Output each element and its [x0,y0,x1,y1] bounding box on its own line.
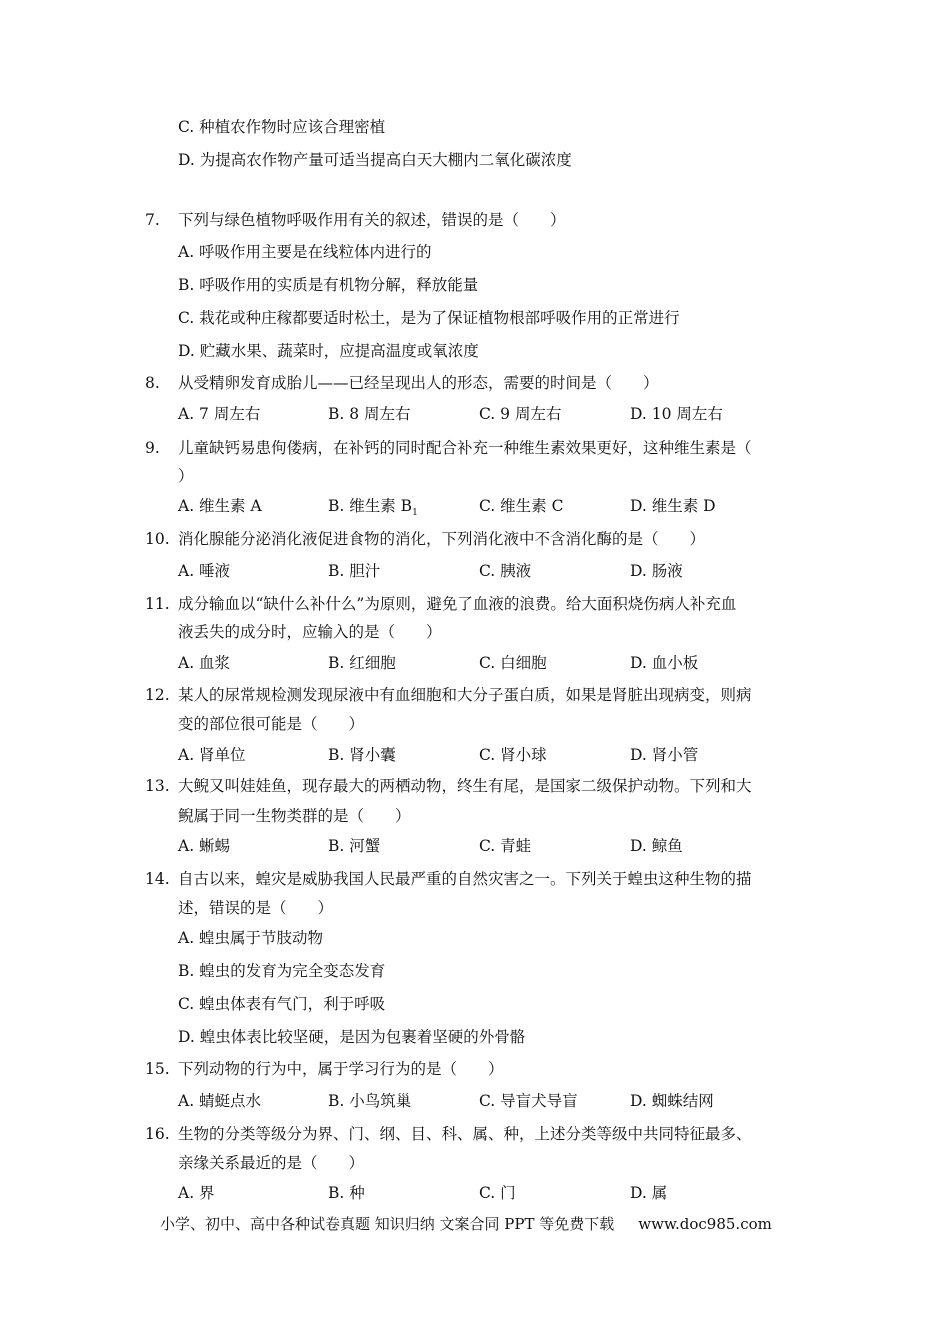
q15-option-d: D. 蜘蛛结网 [630,1092,714,1110]
footer-url[interactable]: www.doc985.com [638,1215,772,1233]
q14-option-a: A. 蝗虫属于节肢动物 [178,929,324,947]
q9-text-line1: 儿童缺钙易患佝偻病，在补钙的同时配合补充一种维生素效果更好，这种维生素是（ [178,439,752,457]
q12-number: 12. [145,686,170,704]
q8-option-c: C. 9 周左右 [479,405,562,423]
q7-option-d: D. 贮藏水果、蔬菜时，应提高温度或氧浓度 [178,342,479,360]
q12-option-d: D. 肾小管 [630,746,699,764]
q8-option-a: A. 7 周左右 [178,405,261,423]
q11-option-b: B. 红细胞 [328,654,396,672]
q11-text-line1: 成分输血以“缺什么补什么”为原则，避免了血液的浪费。给大面积烧伤病人补充血 [178,595,737,613]
q9-option-d: D. 维生素 D [630,497,716,515]
q15-text: 下列动物的行为中，属于学习行为的是（ ） [178,1060,504,1078]
q9-option-b [328,495,418,524]
q14-text-line1: 自古以来，蝗灾是威胁我国人民最严重的自然灾害之一。下列关于蝗虫这种生物的描 [178,870,752,888]
q13-option-a: A. 蜥蜴 [178,837,231,855]
q12-option-a: A. 肾单位 [178,746,246,764]
page-footer [160,1213,772,1235]
q10-option-d: D. 肠液 [630,562,683,580]
q16-option-d: D. 属 [630,1184,668,1202]
q16-option-c: C. 门 [479,1184,516,1202]
q8-option-b: B. 8 周左右 [328,405,411,423]
q10-option-a: A. 唾液 [178,562,231,580]
q16-number: 16. [145,1125,170,1143]
q14-option-c: C. 蝗虫体表有气门，利于呼吸 [178,995,386,1013]
q12-option-c: C. 肾小球 [479,746,547,764]
q7-option-a: A. 呼吸作用主要是在线粒体内进行的 [178,243,432,261]
q6-option-c: C. 种植农作物时应该合理密植 [178,118,386,136]
q9-option-c: C. 维生素 C [479,497,564,515]
q11-option-c: C. 白细胞 [479,654,547,672]
q13-option-c: C. 青蛙 [479,837,532,855]
q9-number: 9. [145,439,160,457]
q14-option-b: B. 蝗虫的发育为完全变态发育 [178,962,386,980]
q10-option-b: B. 胆汁 [328,562,381,580]
footer-text: 小学、初中、高中各种试卷真题 知识归纳 文案合同 PPT 等免费下载 [160,1215,615,1233]
q14-option-d: D. 蝗虫体表比较坚硬，是因为包裹着坚硬的外骨骼 [178,1028,526,1046]
q9-option-b-subscript: 1 [412,508,418,519]
q13-option-b: B. 河蟹 [328,837,381,855]
q9-option-b-label: B. 维生素 B [328,497,413,515]
q11-number: 11. [145,595,170,613]
q13-text-line2: 鲵属于同一生物类群的是（ ） [178,807,411,825]
q10-number: 10. [145,530,170,548]
q13-text-line1: 大鲵又叫娃娃鱼，现存最大的两栖动物，终生有尾，是国家二级保护动物。下列和大 [178,777,752,795]
q15-number: 15. [145,1060,170,1078]
q13-number: 13. [145,777,170,795]
q12-option-b: B. 肾小囊 [328,746,396,764]
q16-text-line2: 亲缘关系最近的是（ ） [178,1154,365,1172]
q16-option-a: A. 界 [178,1184,215,1202]
q13-option-d: D. 鲸鱼 [630,837,683,855]
q11-option-d: D. 血小板 [630,654,699,672]
q12-text-line2: 变的部位很可能是（ ） [178,715,365,733]
q12-text-line1: 某人的尿常规检测发现尿液中有血细胞和大分子蛋白质，如果是肾脏出现病变，则病 [178,686,752,704]
q9-option-a: A. 维生素 A [178,497,262,515]
q15-option-c: C. 导盲犬导盲 [479,1092,578,1110]
q8-text: 从受精卵发育成胎儿——已经呈现出人的形态，需要的时间是（ ） [178,374,659,392]
q15-option-b: B. 小鸟筑巢 [328,1092,412,1110]
q7-option-b: B. 呼吸作用的实质是有机物分解，释放能量 [178,276,479,294]
q8-option-d: D. 10 周左右 [630,405,723,423]
q7-number: 7. [145,211,160,229]
q11-option-a: A. 血浆 [178,654,231,672]
q10-text: 消化腺能分泌消化液促进食物的消化，下列消化液中不含消化酶的是（ ） [178,530,706,548]
q9-text-line2: ） [178,467,194,485]
q16-text-line1: 生物的分类等级分为界、门、纲、目、科、属、种，上述分类等级中共同特征最多、 [178,1125,752,1143]
q10-option-c: C. 胰液 [479,562,532,580]
q15-option-a: A. 蜻蜓点水 [178,1092,262,1110]
q7-option-c: C. 栽花或种庄稼都要适时松土，是为了保证植物根部呼吸作用的正常进行 [178,309,680,327]
q6-option-d: D. 为提高农作物产量可适当提高白天大棚内二氧化碳浓度 [178,151,572,169]
q14-number: 14. [145,870,170,888]
q11-text-line2: 液丢失的成分时，应输入的是（ ） [178,623,442,641]
q8-number: 8. [145,374,160,392]
q7-text: 下列与绿色植物呼吸作用有关的叙述，错误的是（ ） [178,211,566,229]
q16-option-b: B. 种 [328,1184,365,1202]
q14-text-line2: 述，错误的是（ ） [178,899,334,917]
